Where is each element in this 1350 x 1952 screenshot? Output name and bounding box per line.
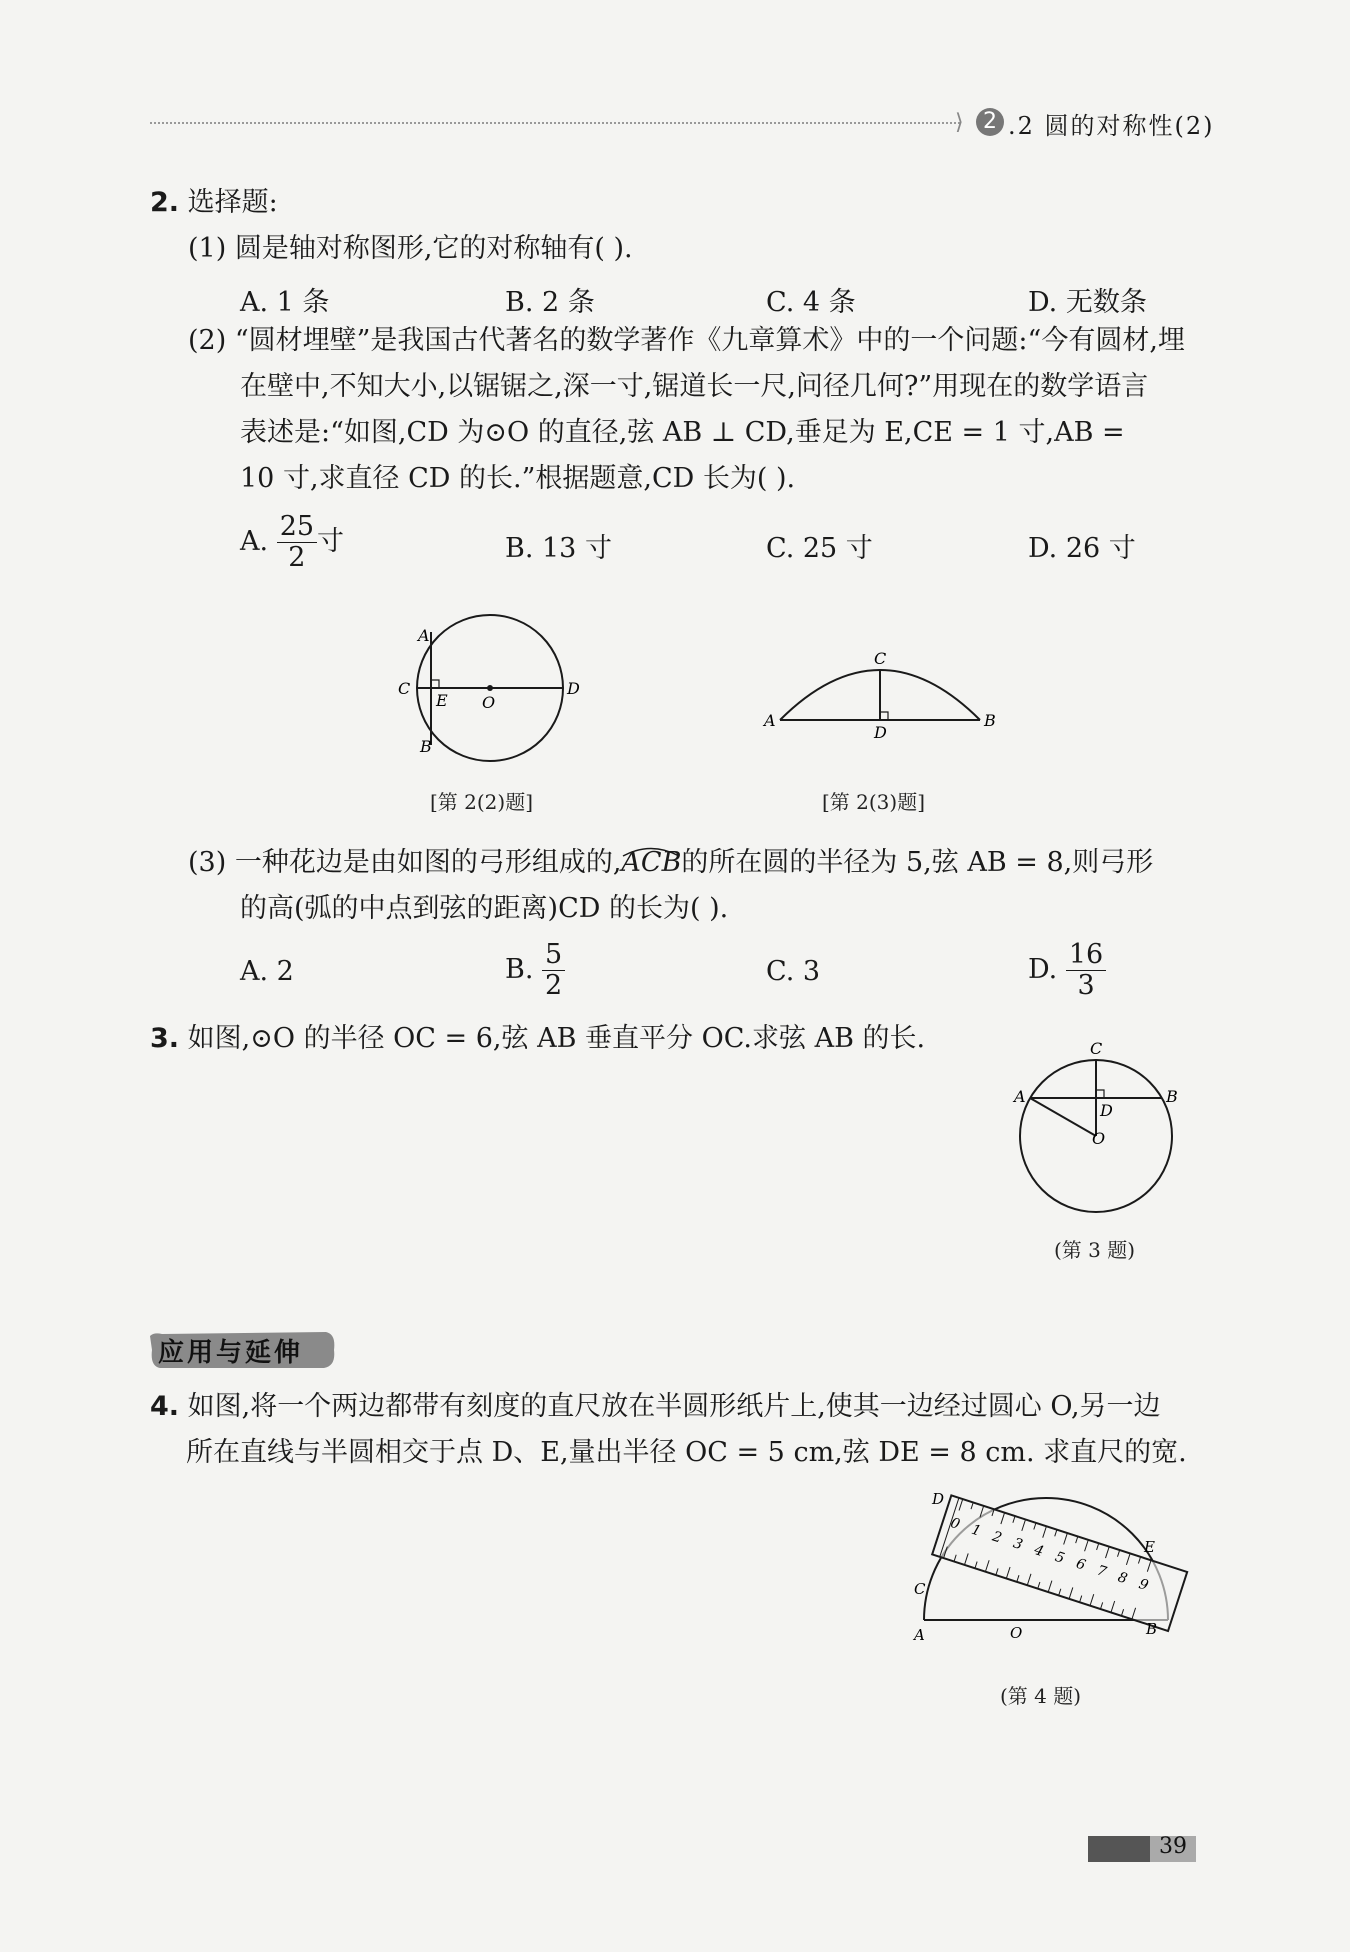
q2-2-line1: (2) “圆材埋壁”是我国古代著名的数学著作《九章算术》中的一个问题:“今有圆材,埋 [188,325,1185,356]
fraction-denominator: 3 [1077,970,1095,1001]
ruler-tick-label: 7 [1094,1562,1109,1581]
q3-text: 如图,⊙O 的半径 OC = 6,弦 AB 垂直平分 OC.求弦 AB 的长. [187,1023,926,1054]
q2-3-option-b-prefix: B. [505,954,534,985]
label-b: B [420,737,432,756]
q2-heading [150,180,278,226]
segment-ao [1030,1098,1096,1136]
section-title-application: 应用与延伸 [158,1338,304,1368]
fraction [1066,940,1106,1001]
q2-1-option-a: A. 1 条 [240,287,330,318]
figure-2-2 [390,600,590,780]
q4-line1 [150,1384,1161,1430]
ruler-tick-label: 8 [1115,1569,1130,1588]
q2-1-option-b: B. 2 条 [505,287,595,318]
label-a: A [1014,1087,1026,1106]
right-angle-mark [1096,1090,1104,1098]
label-c: C [914,1580,926,1598]
label-o: O [482,693,496,712]
fraction-numerator: 25 [277,512,317,543]
q4-text-line1: 如图,将一个两边都带有刻度的直尺放在半圆形纸片上,使其一边经过圆心 O,另一边 [187,1391,1161,1422]
q2-3-line2: 的高(弧的中点到弦的距离)CD 的长为( ). [240,893,729,924]
q2-3-option-a: A. 2 [240,956,294,987]
figure-4 [910,1490,1190,1670]
q2-3-line1-start: (3) 一种花边是由如图的弓形组成的, [188,847,622,878]
q2-2-line3: 表述是:“如图,CD 为⊙O 的直径,弦 AB ⊥ CD,垂足为 E,CE = 1 寸,AB = [240,417,1125,448]
q2-1-stem: (1) 圆是轴对称图形,它的对称轴有( ). [188,233,633,264]
q2-3-option-c: C. 3 [766,956,821,987]
ruler [932,1495,1187,1631]
q2-3-option-d [1028,940,1106,1001]
label-a: A [764,711,776,730]
header-arrow-icon: ⟩ [955,110,964,135]
label-d: D [1100,1101,1113,1120]
label-a: A [418,626,430,645]
fraction-denominator: 2 [545,970,563,1001]
label-b: B [1146,1620,1158,1638]
figure-2-3-caption: [第 2(3)题] [822,790,926,814]
q2-3-line1 [188,840,1153,886]
q2-2-option-c: C. 25 寸 [766,533,873,564]
header-rule [150,122,960,124]
q2-1-option-d: D. 无数条 [1028,287,1147,318]
q3-number: 3. [150,1023,180,1054]
fraction-numerator: 5 [542,940,565,971]
figure-2-3 [760,640,1000,740]
ruler-tick-label: 2 [990,1528,1004,1547]
figure-2-2-caption: [第 2(2)题] [430,790,534,814]
label-b: B [984,711,996,730]
q2-3-line1-end: 的所在圆的半径为 5,弦 AB = 8,则弓形 [681,847,1154,878]
ruler-tick-label: 1 [969,1521,983,1540]
figure-3-caption: (第 3 题) [1054,1238,1136,1262]
section-title: .2 圆的对称性(2) [1008,112,1215,140]
label-e: E [436,691,448,710]
fraction-numerator: 16 [1066,940,1106,971]
q2-2-line2: 在壁中,不知大小,以锯锯之,深一寸,锯道长一尺,问径几何?”用现在的数学语言 [240,371,1149,402]
chapter-badge: 2 [976,108,1004,136]
q2-title: 选择题: [187,187,278,218]
label-d: D [932,1490,945,1508]
page-number: 39 [1159,1834,1187,1859]
q2-2-option-a-prefix: A. [240,526,269,557]
center-point [487,685,493,691]
ruler-tick-label: 0 [948,1514,962,1533]
fraction-denominator: 2 [288,542,306,573]
ruler-tick-label: 5 [1053,1548,1067,1567]
label-e: E [1144,1538,1155,1556]
q2-2-line4: 10 寸,求直径 CD 的长.”根据题意,CD 长为( ). [240,463,796,494]
label-o: O [1010,1624,1023,1642]
label-d: D [567,679,580,698]
q4-number: 4. [150,1391,180,1422]
label-c: C [398,679,411,698]
q4-line2: 所在直线与半圆相交于点 D、E,量出半径 OC = 5 cm,弦 DE = 8 cm. 求直尺的宽. [186,1437,1187,1468]
label-c: C [874,649,887,668]
q2-2-option-a-unit: 寸 [317,526,345,557]
arc-label: ACB [621,847,682,878]
ruler-tick-label: 4 [1032,1542,1046,1561]
right-angle-mark [431,680,439,688]
label-d: D [874,723,887,740]
arc-notation [621,847,681,878]
label-a: A [914,1626,925,1644]
label-o: O [1092,1129,1106,1148]
q3 [150,1016,925,1062]
ruler-tick-label: 6 [1073,1555,1088,1574]
q2-3-option-d-prefix: D. [1028,954,1058,985]
figure-4-caption: (第 4 题) [1000,1684,1082,1708]
right-angle-mark [880,712,888,720]
label-c: C [1090,1039,1103,1058]
fraction [277,512,317,573]
q2-3-option-b [505,940,565,1001]
q2-2-option-b: B. 13 寸 [505,533,612,564]
ruler-tick-label: 9 [1136,1576,1151,1595]
arc-symbol-icon [621,845,681,857]
q2-2-option-a [240,512,344,573]
q2-1-option-c: C. 4 条 [766,287,856,318]
figure-3 [1006,1036,1196,1216]
ruler-tick-label: 3 [1011,1535,1025,1554]
q2-number: 2. [150,187,180,218]
q2-2-option-d: D. 26 寸 [1028,533,1136,564]
fraction [542,940,565,1001]
label-b: B [1166,1087,1178,1106]
